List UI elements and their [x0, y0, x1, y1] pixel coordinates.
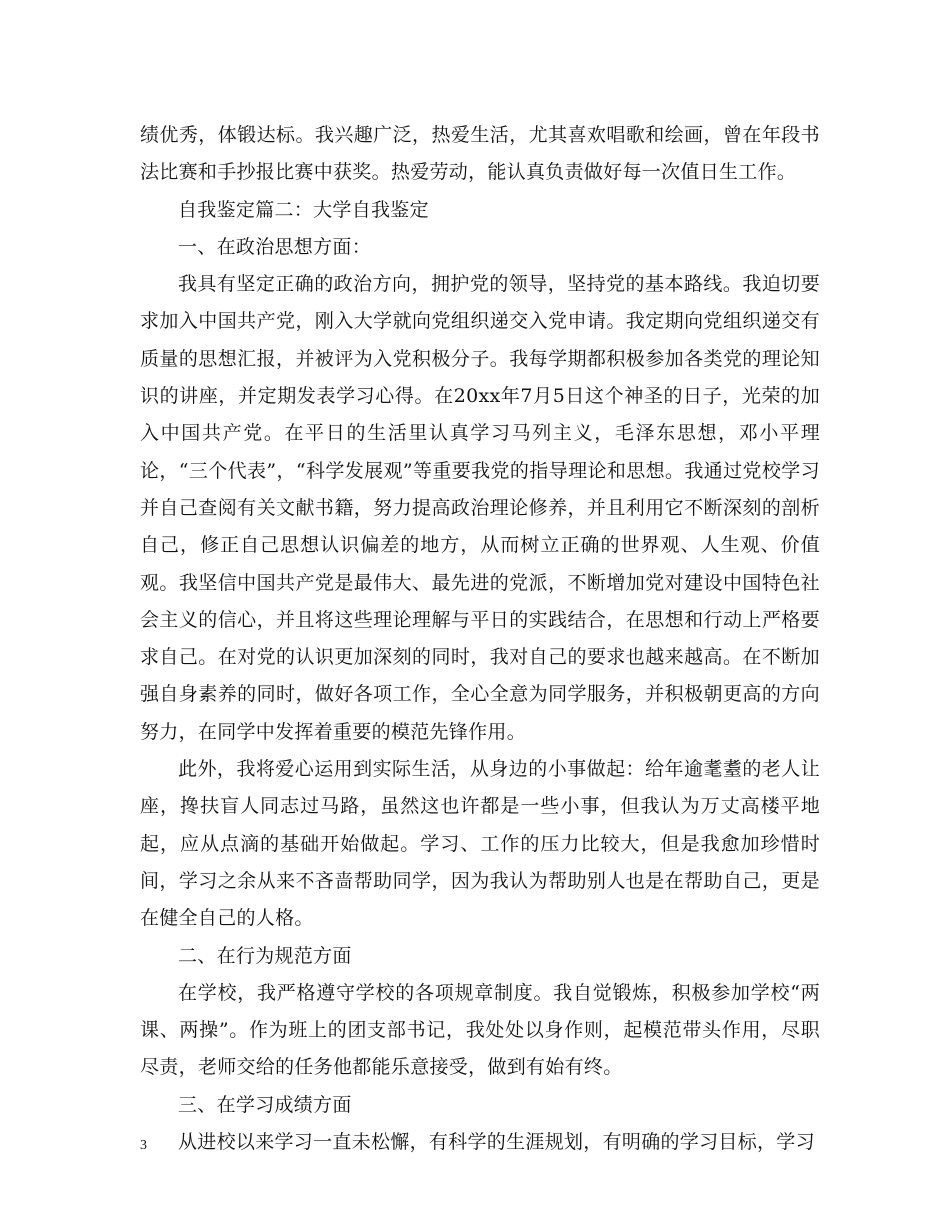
subheading-conduct: 二、在行为规范方面 — [178, 944, 352, 967]
section-title: 自我鉴定篇二：大学自我鉴定 — [178, 198, 429, 221]
paragraph-study: 从进校以来学习一直未松懈，有科学的生涯规划，有明确的学习目标，学习 — [178, 1131, 815, 1154]
subheading-study: 三、在学习成绩方面 — [178, 1093, 352, 1116]
paragraph-daily-life: 此外，我将爱心运用到实际生活，从身边的小事做起：给年逾耄耋的老人让座，搀扶盲人同志过马路，虽然这也许都是一些小事，但我认为万丈高楼平地起，应从点滴的基础开始做起。学习、工作的压力比较大，但是我愈加珍惜时间，学习之余从来不吝啬帮助同学，因为我认为帮助别人也是在帮助自己，更是在健全自己的人格。 — [140, 758, 820, 930]
page-number: 3 — [140, 1138, 147, 1153]
paragraph-political: 我具有坚定正确的政治方向，拥护党的领导，坚持党的基本路线。我迫切要求加入中国共产党，刚入大学就向党组织递交入党申请。我定期向党组织递交有质量的思想汇报，并被评为入党积极分子。我每学期都积极参加各类党的理论知识的讲座，并定期发表学习心得。在20xx年7月5日这个神圣的日子，光荣的加入中国共产党。在平日的生活里认真学习马列主义，毛泽东思想，邓小平理论，“三个代表”，“科学发展观”等重要我党的指导理论和思想。我通过党校学习并自己查阅有关文献书籍，努力提高政治理论修养，并且利用它不断深刻的剖析自己，修正自己思想认识偏差的地方，从而树立正确的世界观、人生观、价值观。我坚信中国共产党是最伟大、最先进的党派，不断增加党对建设中国特色社会主义的信心，并且将这些理论理解与平日的实践结合，在思想和行动上严格要求自己。在对党的认识更加深刻的同时，我对自己的要求也越来越高。在不断加强自身素养的同时，做好各项工作，全心全意为同学服务，并积极朝更高的方向努力，在同学中发挥着重要的模范先锋作用。 — [140, 273, 820, 743]
subheading-political: 一、在政治思想方面： — [178, 235, 372, 258]
paragraph-continuation: 绩优秀，体锻达标。我兴趣广泛，热爱生活，尤其喜欢唱歌和绘画，曾在年段书法比赛和手抄报比赛中获奖。热爱劳动，能认真负责做好每一次值日生工作。 — [140, 124, 820, 184]
body-text — [140, 117, 820, 1161]
paragraph-conduct: 在学校，我严格遵守学校的各项规章制度。我自觉锻炼，积极参加学校“两课、两操”。作为班上的团支部书记，我处处以身作则，起模范带头作用，尽职尽责，老师交给的任务他都能乐意接受，做到有始有终。 — [140, 981, 820, 1079]
